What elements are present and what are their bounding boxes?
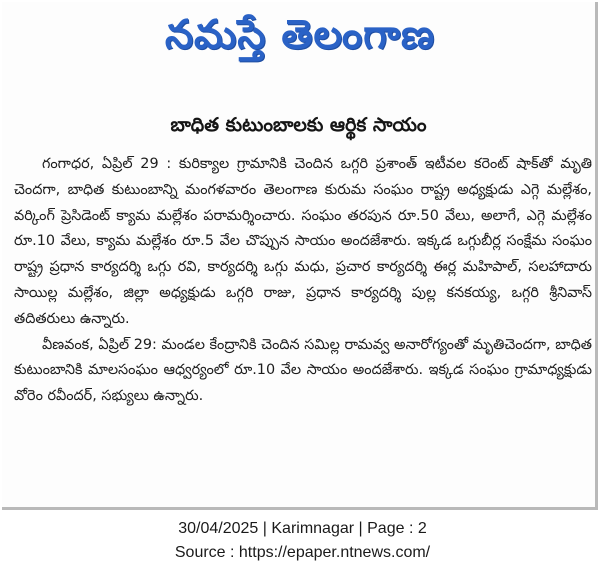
article-paragraph: గంగాధర, ఏప్రిల్ 29 : కురిక్యాల గ్రామానికి చెందిన ఒగ్గరి ప్రశాంత్ ఇటీవల కరెంట్ షాక్‌తో మృతి చెందగా, బాధిత కుటుంబాన్ని మంగళవారం తెలంగాణ కురుమ సంఘం రాష్ట్ర అధ్యక్షుడు ఎగ్గె మల్లేశం, వర్కింగ్ ప్రెసిడెంట్ క్యామ మల్లేశం పరామర్శించారు. సంఘం తరపున రూ.50 వేలు, అలాగే, ఎగ్గె మల్లేశం రూ.10 వేలు, క్యామ మల్లేశం రూ.5 వేల చొప్పున సాయం అందజేశారు. ఇక్కడ ఒగ్గుబీర్ల సంక్షేమ సంఘం రాష్ట్ర ప్రధాన కార్యదర్శి ఒగ్గు రవి, కార్యదర్శి ఒగ్గు మధు, ప్రచార కార్యదర్శి ఈర్ల మహిపాల్, సలహాదారు సాయిల్ల మల్లేశం, జిల్లా అధ్యక్షుడు ఒగ్గరి రాజు, ప్రధాన కార్యదర్శి పుల్ల కనకయ్య, ఒగ్గరి శ్రీనివాస్ తదితరులు ఉన్నారు. xyxy=(14,156,592,327)
newspaper-clipping xyxy=(2,2,598,510)
article-body xyxy=(14,152,592,410)
article-headline: బాధిత కుటుంబాలకు ఆర్థిక సాయం xyxy=(170,114,427,136)
newspaper-masthead: నమస్తే తెలంగాణ xyxy=(164,12,436,58)
clipping-source-line: Source : https://epaper.ntnews.com/ xyxy=(174,544,431,561)
clipping-date-line: 30/04/2025 | Karimnagar | Page : 2 xyxy=(178,520,427,537)
article-paragraph: వీణవంక, ఏప్రిల్ 29: మండల కేంద్రానికి చెందిన సమిల్ల రామవ్వ అనారోగ్యంతో మృతిచెందగా, బాధిత కుటుంబానికి మాలసంఘం ఆధ్వర్యంలో రూ.10 వేల సాయం అందజేశారు. ఇక్కడ సంఘం గ్రామాధ్యక్షుడు వోరెం రవీందర్, సభ్యులు ఉన్నారు. xyxy=(14,336,592,405)
